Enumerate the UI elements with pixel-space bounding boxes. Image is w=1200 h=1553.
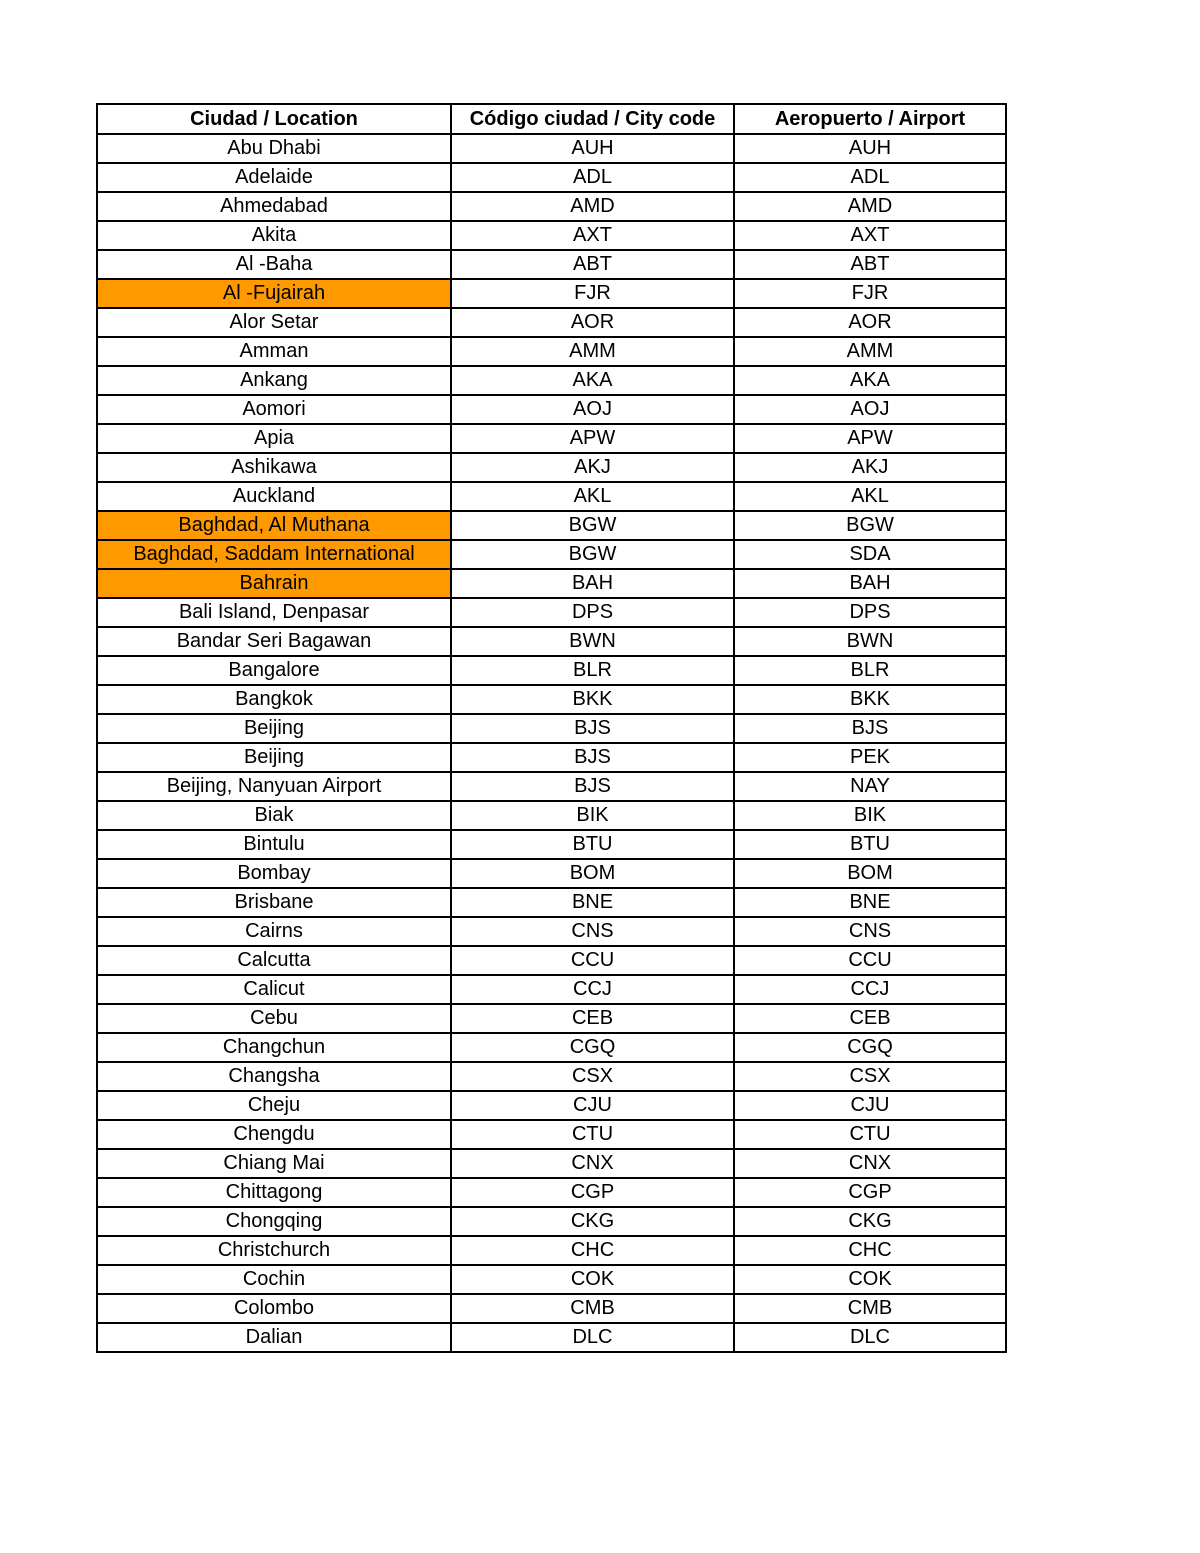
city-code-cell: BIK — [451, 801, 734, 830]
table-row — [97, 1120, 1006, 1149]
city-code-cell: BLR — [451, 656, 734, 685]
location-cell: Beijing, Nanyuan Airport — [97, 772, 451, 801]
location-cell: Beijing — [97, 743, 451, 772]
table-row — [97, 1265, 1006, 1294]
city-code-cell: AOR — [451, 308, 734, 337]
location-cell: Dalian — [97, 1323, 451, 1352]
city-code-cell: CEB — [451, 1004, 734, 1033]
table-row — [97, 627, 1006, 656]
location-cell: Christchurch — [97, 1236, 451, 1265]
airport-code-cell: CKG — [734, 1207, 1006, 1236]
table-row — [97, 1323, 1006, 1352]
airport-code-cell: BGW — [734, 511, 1006, 540]
table-row — [97, 540, 1006, 569]
city-code-cell: CCJ — [451, 975, 734, 1004]
table-row — [97, 453, 1006, 482]
table-row — [97, 598, 1006, 627]
location-cell: Changsha — [97, 1062, 451, 1091]
city-code-cell: FJR — [451, 279, 734, 308]
city-code-cell: AUH — [451, 134, 734, 163]
airport-code-cell: BWN — [734, 627, 1006, 656]
city-code-cell: CNS — [451, 917, 734, 946]
airport-code-cell: AMD — [734, 192, 1006, 221]
table-row — [97, 424, 1006, 453]
city-code-cell: CTU — [451, 1120, 734, 1149]
airport-code-cell: CNS — [734, 917, 1006, 946]
table-row — [97, 1004, 1006, 1033]
airport-code-cell: BTU — [734, 830, 1006, 859]
location-cell: Bahrain — [97, 569, 451, 598]
airport-code-cell: CSX — [734, 1062, 1006, 1091]
airport-code-cell: CCU — [734, 946, 1006, 975]
table-row — [97, 1294, 1006, 1323]
location-cell: Abu Dhabi — [97, 134, 451, 163]
city-code-cell: COK — [451, 1265, 734, 1294]
airport-code-cell: AUH — [734, 134, 1006, 163]
table-row — [97, 685, 1006, 714]
airport-code-cell: NAY — [734, 772, 1006, 801]
airport-code-cell: BOM — [734, 859, 1006, 888]
table-row — [97, 1149, 1006, 1178]
location-cell: Auckland — [97, 482, 451, 511]
city-code-cell: BJS — [451, 743, 734, 772]
city-code-cell: DLC — [451, 1323, 734, 1352]
city-code-cell: CMB — [451, 1294, 734, 1323]
airport-code-cell: PEK — [734, 743, 1006, 772]
location-cell: Chittagong — [97, 1178, 451, 1207]
airport-code-cell: BAH — [734, 569, 1006, 598]
location-cell: Al -Baha — [97, 250, 451, 279]
location-cell: Calcutta — [97, 946, 451, 975]
airport-code-cell: AOR — [734, 308, 1006, 337]
city-code-cell: BJS — [451, 714, 734, 743]
table-row — [97, 308, 1006, 337]
city-code-cell: AKA — [451, 366, 734, 395]
column-header-location: Ciudad / Location — [97, 104, 451, 134]
location-cell: Cairns — [97, 917, 451, 946]
city-code-cell: BTU — [451, 830, 734, 859]
airport-code-cell: CCJ — [734, 975, 1006, 1004]
airport-code-cell: CMB — [734, 1294, 1006, 1323]
location-cell: Cebu — [97, 1004, 451, 1033]
airport-code-cell: BNE — [734, 888, 1006, 917]
table-row — [97, 917, 1006, 946]
table-row — [97, 946, 1006, 975]
city-code-cell: CNX — [451, 1149, 734, 1178]
table-row — [97, 801, 1006, 830]
location-cell: Brisbane — [97, 888, 451, 917]
table-header — [97, 104, 1006, 134]
location-cell: Bombay — [97, 859, 451, 888]
city-code-cell: AOJ — [451, 395, 734, 424]
airport-code-cell: AKJ — [734, 453, 1006, 482]
airport-code-cell: BJS — [734, 714, 1006, 743]
airport-code-cell: CJU — [734, 1091, 1006, 1120]
city-code-cell: AKJ — [451, 453, 734, 482]
location-cell: Ankang — [97, 366, 451, 395]
airport-code-cell: CGP — [734, 1178, 1006, 1207]
location-cell: Bandar Seri Bagawan — [97, 627, 451, 656]
city-code-cell: ADL — [451, 163, 734, 192]
airport-code-cell: DPS — [734, 598, 1006, 627]
location-cell: Biak — [97, 801, 451, 830]
city-code-cell: BWN — [451, 627, 734, 656]
table-row — [97, 743, 1006, 772]
location-cell: Alor Setar — [97, 308, 451, 337]
city-code-table — [96, 103, 1007, 1353]
location-cell: Cheju — [97, 1091, 451, 1120]
city-code-cell: CGP — [451, 1178, 734, 1207]
table-row — [97, 337, 1006, 366]
location-cell: Adelaide — [97, 163, 451, 192]
city-code-cell: APW — [451, 424, 734, 453]
location-cell: Baghdad, Al Muthana — [97, 511, 451, 540]
airport-code-cell: CGQ — [734, 1033, 1006, 1062]
location-cell: Al -Fujairah — [97, 279, 451, 308]
airport-code-cell: AOJ — [734, 395, 1006, 424]
city-code-cell: AXT — [451, 221, 734, 250]
airport-code-cell: CNX — [734, 1149, 1006, 1178]
location-cell: Baghdad, Saddam International — [97, 540, 451, 569]
city-code-cell: CGQ — [451, 1033, 734, 1062]
table-row — [97, 163, 1006, 192]
airport-code-cell: BIK — [734, 801, 1006, 830]
airport-code-cell: CTU — [734, 1120, 1006, 1149]
city-code-cell: AMD — [451, 192, 734, 221]
table-row — [97, 656, 1006, 685]
table-row — [97, 366, 1006, 395]
airport-code-cell: ABT — [734, 250, 1006, 279]
airport-code-cell: AKL — [734, 482, 1006, 511]
city-code-cell: BNE — [451, 888, 734, 917]
location-cell: Bangkok — [97, 685, 451, 714]
city-code-cell: CSX — [451, 1062, 734, 1091]
airport-code-cell: BLR — [734, 656, 1006, 685]
location-cell: Chiang Mai — [97, 1149, 451, 1178]
table-body — [97, 134, 1006, 1352]
table-row — [97, 279, 1006, 308]
location-cell: Calicut — [97, 975, 451, 1004]
city-code-cell: ABT — [451, 250, 734, 279]
airport-code-cell: SDA — [734, 540, 1006, 569]
airport-code-cell: AMM — [734, 337, 1006, 366]
location-cell: Bintulu — [97, 830, 451, 859]
location-cell: Colombo — [97, 1294, 451, 1323]
airport-code-cell: COK — [734, 1265, 1006, 1294]
airport-code-cell: FJR — [734, 279, 1006, 308]
table-row — [97, 1091, 1006, 1120]
city-code-cell: CJU — [451, 1091, 734, 1120]
city-code-cell: BGW — [451, 540, 734, 569]
airport-code-cell: CHC — [734, 1236, 1006, 1265]
table-row — [97, 859, 1006, 888]
location-cell: Apia — [97, 424, 451, 453]
location-cell: Aomori — [97, 395, 451, 424]
table-row — [97, 221, 1006, 250]
city-code-cell: BKK — [451, 685, 734, 714]
location-cell: Cochin — [97, 1265, 451, 1294]
location-cell: Changchun — [97, 1033, 451, 1062]
city-code-cell: DPS — [451, 598, 734, 627]
table-row — [97, 395, 1006, 424]
table-row — [97, 888, 1006, 917]
airport-code-cell: BKK — [734, 685, 1006, 714]
table-row — [97, 192, 1006, 221]
location-cell: Amman — [97, 337, 451, 366]
table-row — [97, 511, 1006, 540]
table-row — [97, 830, 1006, 859]
airport-code-cell: APW — [734, 424, 1006, 453]
location-cell: Bangalore — [97, 656, 451, 685]
table-row — [97, 1062, 1006, 1091]
airport-code-cell: AKA — [734, 366, 1006, 395]
city-code-cell: BGW — [451, 511, 734, 540]
header-row — [97, 104, 1006, 134]
airport-code-cell: CEB — [734, 1004, 1006, 1033]
city-code-cell: BJS — [451, 772, 734, 801]
table-row — [97, 569, 1006, 598]
location-cell: Bali Island, Denpasar — [97, 598, 451, 627]
table-row — [97, 772, 1006, 801]
city-code-cell: CKG — [451, 1207, 734, 1236]
location-cell: Chongqing — [97, 1207, 451, 1236]
location-cell: Akita — [97, 221, 451, 250]
table-row — [97, 1178, 1006, 1207]
table-row — [97, 134, 1006, 163]
table-row — [97, 1236, 1006, 1265]
city-code-cell: AMM — [451, 337, 734, 366]
airport-code-cell: AXT — [734, 221, 1006, 250]
location-cell: Chengdu — [97, 1120, 451, 1149]
location-cell: Beijing — [97, 714, 451, 743]
city-code-cell: AKL — [451, 482, 734, 511]
table-row — [97, 975, 1006, 1004]
column-header-airport: Aeropuerto / Airport — [734, 104, 1006, 134]
table-row — [97, 250, 1006, 279]
column-header-city-code: Código ciudad / City code — [451, 104, 734, 134]
table-row — [97, 1033, 1006, 1062]
city-code-cell: CCU — [451, 946, 734, 975]
table-row — [97, 714, 1006, 743]
city-code-cell: BAH — [451, 569, 734, 598]
location-cell: Ashikawa — [97, 453, 451, 482]
location-cell: Ahmedabad — [97, 192, 451, 221]
city-code-cell: BOM — [451, 859, 734, 888]
city-code-cell: CHC — [451, 1236, 734, 1265]
airport-code-cell: ADL — [734, 163, 1006, 192]
table-row — [97, 482, 1006, 511]
airport-code-cell: DLC — [734, 1323, 1006, 1352]
table-row — [97, 1207, 1006, 1236]
